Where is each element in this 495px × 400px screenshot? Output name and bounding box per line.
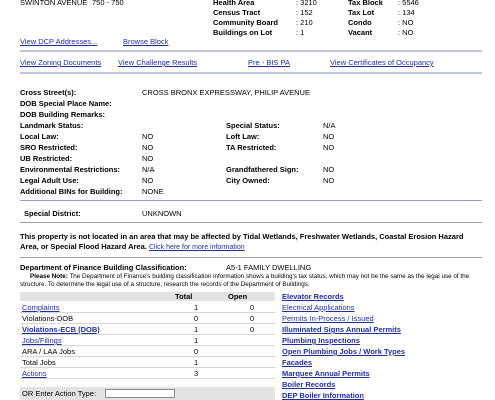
- community-board-value: : 210: [296, 18, 313, 27]
- divider: [20, 72, 482, 74]
- total-jobs-total: 1: [194, 358, 199, 367]
- finance-note-bold: Please Note:: [30, 273, 68, 280]
- buildings-on-lot-label: Buildings on Lot: [213, 28, 273, 37]
- additional-bins-value: NONE: [142, 187, 164, 196]
- jobs-filings-total: 1: [194, 336, 199, 345]
- loft-law-value: NO: [323, 132, 335, 141]
- community-board-label: Community Board: [213, 18, 279, 27]
- enter-action-label: OR Enter Action Type:: [22, 389, 97, 398]
- divider: [20, 257, 482, 258]
- ta-restricted-value: NO: [323, 143, 335, 152]
- vacant-value: : NO: [398, 28, 414, 37]
- browse-block-link[interactable]: Browse Block: [123, 37, 169, 46]
- view-challenge-results-link[interactable]: View Challenge Results: [118, 58, 198, 67]
- action-type-input[interactable]: [105, 389, 175, 398]
- divider: [20, 200, 482, 201]
- facades-link[interactable]: Facades: [282, 358, 313, 367]
- ara-laa-jobs-label: ARA / LAA Jobs: [22, 347, 75, 356]
- grandfathered-sign-label: Grandfathered Sign:: [226, 165, 299, 174]
- special-district-value: UNKNOWN: [142, 209, 182, 218]
- landmark-status-label: Landmark Status:: [20, 121, 84, 130]
- violations-dob-total: 0: [194, 314, 199, 323]
- condo-label: Condo: [348, 18, 372, 27]
- divider: [20, 50, 482, 52]
- loft-law-label: Loft Law:: [226, 132, 260, 141]
- additional-bins-label: Additional BINs for Building:: [20, 187, 123, 196]
- complaints-open: 0: [250, 303, 255, 312]
- ta-restricted-label: TA Restricted:: [226, 143, 277, 152]
- more-info-link[interactable]: Click here for more information: [148, 243, 245, 251]
- dob-building-remarks-label: DOB Building Remarks:: [20, 110, 106, 119]
- environmental-restrictions-label: Environmental Restrictions:: [20, 165, 121, 174]
- elevator-records-link[interactable]: Elevator Records: [282, 292, 344, 301]
- table-row: [20, 357, 275, 368]
- violations-dob-label: Violations-DOB: [22, 314, 74, 323]
- finance-note-text: The Department of Finance's building classification information shows a building's tax status, which may not be the same as the legal use of the structure. To determine the legal use of a structure, research the records of the Department of Buildings.: [20, 273, 470, 288]
- finance-classification-value: A5-1 FAMILY DWELLING: [226, 263, 312, 272]
- complaints-total: 1: [194, 303, 199, 312]
- wetlands-notice-text: This property is not located in an area that may be affected by Tidal Wetlands, Freshwater Wetlands, Coastal Erosion Hazard Area, or Special Flood Hazard Area.: [20, 232, 464, 251]
- special-status-value: N/A: [323, 121, 336, 130]
- col-open-header: Open: [228, 292, 248, 301]
- census-tract-label: Census Tract: [213, 8, 261, 17]
- permits-in-process-link[interactable]: Permits In-Process / Issued: [282, 314, 374, 323]
- cross-streets-value: CROSS BRONX EXPRESSWAY, PHILIP AVENUE: [142, 88, 310, 97]
- pre-bis-pa-link[interactable]: Pre - BIS PA: [248, 58, 290, 67]
- marquee-annual-permits-link[interactable]: Marquee Annual Permits: [282, 369, 370, 378]
- dep-boiler-information-link[interactable]: DEP Boiler Information: [282, 391, 364, 400]
- complaints-link[interactable]: Complaints: [22, 303, 60, 312]
- total-jobs-label: Total Jobs: [22, 358, 56, 367]
- ara-laa-jobs-total: 0: [194, 347, 199, 356]
- divider: [20, 222, 482, 223]
- violations-dob-open: 0: [250, 314, 255, 323]
- grandfathered-sign-value: NO: [323, 165, 335, 174]
- buildings-on-lot-value: : 1: [296, 28, 305, 37]
- col-total-header: Total: [175, 292, 193, 301]
- legal-adult-use-label: Legal Adult Use:: [20, 176, 79, 185]
- cross-streets-label: Cross Street(s):: [20, 88, 77, 97]
- tax-lot-value: : 134: [398, 8, 415, 17]
- sro-restricted-label: SRO Restricted:: [20, 143, 78, 152]
- street-name: SWINTON AVENUE: [20, 0, 88, 7]
- open-plumbing-jobs-link[interactable]: Open Plumbing Jobs / Work Types: [282, 347, 406, 356]
- condo-value: : NO: [398, 18, 414, 27]
- view-dcp-addresses-link[interactable]: View DCP Addresses...: [20, 37, 98, 46]
- health-area-value: : 3210: [296, 0, 317, 7]
- health-area-label: Health Area: [213, 0, 255, 7]
- tax-block-label: Tax Block: [348, 0, 383, 7]
- finance-note: [20, 273, 482, 289]
- ub-restricted-value: NO: [142, 154, 154, 163]
- wetlands-notice: [20, 232, 482, 252]
- dob-special-place-name-label: DOB Special Place Name:: [20, 99, 112, 108]
- address-range: 750 - 750: [92, 0, 124, 7]
- illuminated-signs-link[interactable]: Illuminated Signs Annual Permits: [282, 325, 401, 334]
- jobs-filings-link[interactable]: Jobs/Filings: [22, 336, 62, 345]
- violations-ecb-total: 1: [194, 325, 199, 334]
- city-owned-label: City Owned:: [226, 176, 270, 185]
- local-law-label: Local Law:: [20, 132, 59, 141]
- sro-restricted-value: NO: [142, 143, 154, 152]
- ub-restricted-label: UB Restricted:: [20, 154, 73, 163]
- environmental-restrictions-value: N/A: [142, 165, 155, 174]
- table-row: [20, 368, 275, 379]
- view-certificates-of-occupancy-link[interactable]: View Certificates of Occupancy: [330, 58, 434, 67]
- vacant-label: Vacant: [348, 28, 373, 37]
- tax-lot-label: Tax Lot: [348, 8, 375, 17]
- violations-ecb-link[interactable]: Violations-ECB (DOB): [22, 325, 100, 334]
- legal-adult-use-value: NO: [142, 176, 154, 185]
- finance-classification-label: Department of Finance Building Classification:: [20, 263, 187, 272]
- view-zoning-documents-link[interactable]: View Zoning Documents: [20, 58, 102, 67]
- actions-link[interactable]: Actions: [22, 369, 47, 378]
- violations-ecb-open: 0: [250, 325, 255, 334]
- boiler-records-link[interactable]: Boiler Records: [282, 380, 336, 389]
- local-law-value: NO: [142, 132, 154, 141]
- census-tract-value: : 152: [296, 8, 313, 17]
- special-district-label: Special District:: [24, 209, 81, 218]
- actions-total: 3: [194, 369, 199, 378]
- city-owned-value: NO: [323, 176, 335, 185]
- plumbing-inspections-link[interactable]: Plumbing Inspections: [282, 336, 360, 345]
- special-status-label: Special Status:: [226, 121, 280, 130]
- tax-block-value: : 5546: [398, 0, 419, 7]
- electrical-applications-link[interactable]: Electrical Applications: [282, 303, 355, 312]
